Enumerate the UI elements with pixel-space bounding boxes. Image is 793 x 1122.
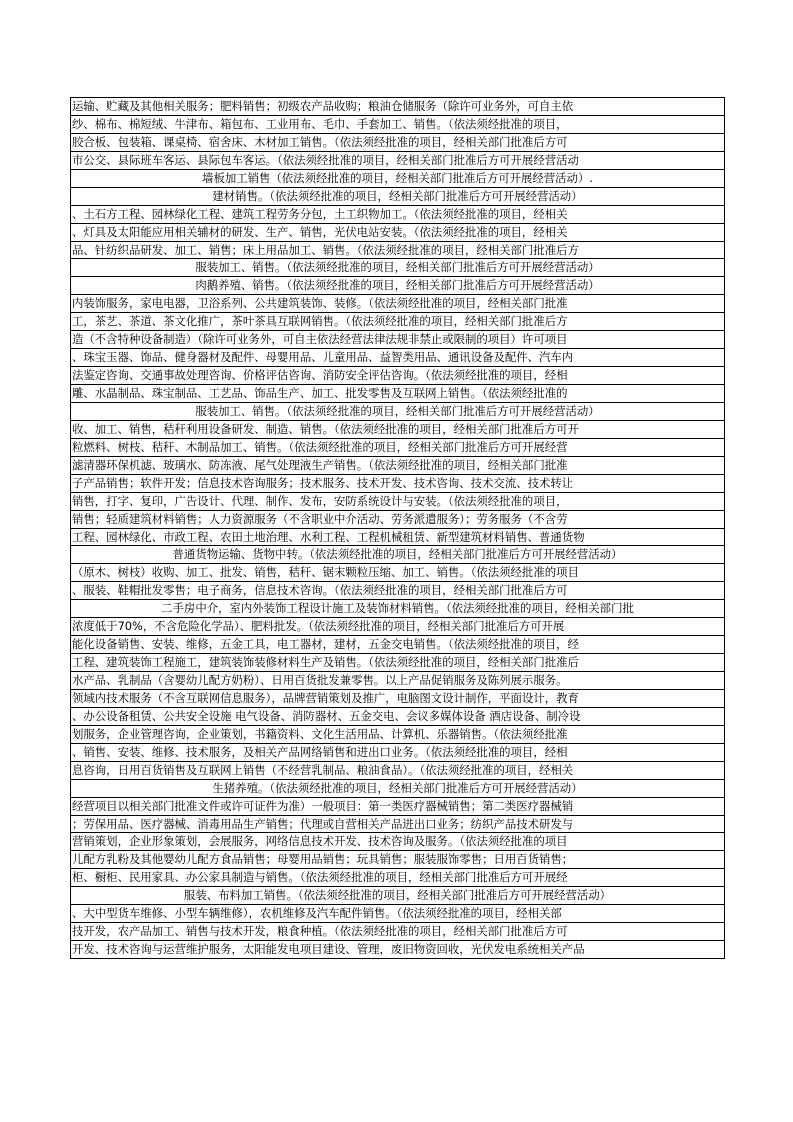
- table-row: 服装、布料加工销售。（依法须经批准的项目，经相关部门批准后方可开展经营活动）: [71, 887, 724, 905]
- table-row: 造（不含特种设备制造）（除许可业务外，可自主依法经营法律法规非禁止或限制的项目）许可项目: [71, 331, 724, 349]
- table-row: 领域内技术服务（不含互联网信息服务），品牌营销策划及推广，电脑图文设计制作，平面设计，教育: [71, 690, 724, 708]
- table-row: 内装饰服务，家电电器，卫浴系列、公共建筑装饰、装修。（依法须经批准的项目，经相关部门批准: [71, 295, 724, 313]
- table-row: 收、加工、销售，秸秆利用设备研发、制造、销售。（依法须经批准的项目，经相关部门批准后方可开: [71, 421, 724, 439]
- table-row: 水产品、乳制品（含婴幼儿配方奶粉）、日用百货批发兼零售。以上产品促销服务及陈列展示服务。: [71, 672, 724, 690]
- table-row: 、土石方工程、园林绿化工程、建筑工程劳务分包，土工织物加工。（依法须经批准的项目，经相关: [71, 206, 724, 224]
- table-row: 子产品销售；软件开发；信息技术咨询服务；技术服务、技术开发、技术咨询、技术交流、技术转让: [71, 475, 724, 493]
- table-row: 服装加工、销售。（依法须经批准的项目，经相关部门批准后方可开展经营活动）: [71, 403, 724, 421]
- table-row: （原木、树枝）收购、加工、批发、销售，秸秆、锯末颗粒压缩、加工、销售。（依法须经批准的项目: [71, 564, 724, 582]
- table-row: 儿配方乳粉及其他婴幼儿配方食品销售；母婴用品销售；玩具销售；服装服饰零售；日用百货销售；: [71, 851, 724, 869]
- table-row: 市公交、县际班车客运、县际包车客运。（依法须经批准的项目，经相关部门批准后方可开展经营活动: [71, 152, 724, 170]
- table-row: 划服务，企业管理咨询，企业策划，书籍资料、文化生活用品、计算机、乐器销售。（依法须经批准: [71, 726, 724, 744]
- table-row: 工，茶艺、茶道、茶文化推广，茶叶茶具互联网销售。（依法须经批准的项目，经相关部门批准后方: [71, 313, 724, 331]
- table-row: 纱、棉布、棉短绒、牛津布、箱包布、工业用布、毛巾、手套加工、销售。（依法须经批准的项目，: [71, 116, 724, 134]
- table-row: 品、针纺织品研发、加工、销售；床上用品加工、销售。（依法须经批准的项目，经相关部门批准后方: [71, 242, 724, 260]
- table-row: 法鉴定咨询、交通事故处理咨询、价格评估咨询、消防安全评估咨询。（依法须经批准的项目，经相: [71, 367, 724, 385]
- table-row: 能化设备销售、安装、维修，五金工具，电工器材，建材，五金交电销售。（依法须经批准的项目，经: [71, 636, 724, 654]
- table-row: 开发、技术咨询与运营维护服务，太阳能发电项目建设、管理，废旧物资回收，光伏发电系统相关产品: [71, 941, 724, 959]
- table-row: 营销策划，企业形象策划，会展服务，网络信息技术开发、技术咨询及服务。（依法须经批准的项目: [71, 833, 724, 851]
- table-row: 销售，打字、复印，广告设计、代理、制作、发布，安防系统设计与安装。（依法须经批准的项目，: [71, 493, 724, 511]
- table-row: 工程、园林绿化、市政工程、农田土地治理、水利工程、工程机械租赁、新型建筑材料销售、普通货物: [71, 529, 724, 547]
- table-row: 胶合板、包装箱、课桌椅、宿舍床、木材加工销售。（依法须经批准的项目，经相关部门批准后方可: [71, 134, 724, 152]
- table-row: 二手房中介，室内外装饰工程设计施工及装饰材料销售。（依法须经批准的项目，经相关部门批: [71, 600, 724, 618]
- table-row: 滤清器环保机滤、玻璃水、防冻液、尾气处理液生产销售。（依法须经批准的项目，经相关部门批准: [71, 457, 724, 475]
- table-row: 工程、建筑装饰工程施工，建筑装饰装修材料生产及销售。（依法须经批准的项目，经相关部门批准后: [71, 654, 724, 672]
- table-row: 经营项目以相关部门批准文件或许可证件为准）一般项目：第一类医疗器械销售；第二类医疗器械销: [71, 798, 724, 816]
- table-row: 、办公设备租赁、公共安全设施 电气设备、消防器材、五金交电、会议多媒体设备 酒店设备、制冷设: [71, 708, 724, 726]
- table-row: 、销售、安装、维修、技术服务，及相关产品网络销售和进出口业务。（依法须经批准的项目，经相: [71, 744, 724, 762]
- table-row: 生猪养殖。（依法须经批准的项目，经相关部门批准后方可开展经营活动）: [71, 780, 724, 798]
- table-row: 柜、橱柜、民用家具、办公家具制造与销售。（依法须经批准的项目，经相关部门批准后方可开展经: [71, 869, 724, 887]
- table-row: 息咨询，日用百货销售及互联网上销售（不经营乳制品、粮油食品）。（依法须经批准的项目，经相关: [71, 762, 724, 780]
- table-row: 运输、贮藏及其他相关服务；肥料销售；初级农产品收购；粮油仓储服务（除许可业务外，可自主依: [71, 98, 724, 116]
- table-row: 、灯具及太阳能应用相关辅材的研发、生产、销售，光伏电站安装。（依法须经批准的项目，经相关: [71, 224, 724, 242]
- table-row: ；劳保用品、医疗器械、消毒用品生产销售；代理或自营相关产品进出口业务；纺织产品技术研发与: [71, 816, 724, 834]
- table-row: 建材销售。（依法须经批准的项目，经相关部门批准后方可开展经营活动）: [71, 188, 724, 206]
- table-row: 、服装、鞋帽批发零售；电子商务，信息技术咨询。（依法须经批准的项目，经相关部门批准后方可: [71, 582, 724, 600]
- business-scope-table: [70, 97, 725, 959]
- table-row: 技开发，农产品加工、销售与技术开发，粮食种植。（依法须经批准的项目，经相关部门批准后方可: [71, 923, 724, 941]
- table-row: 雕、水晶制品、珠宝制品、工艺品、饰品生产、加工、批发零售及互联网上销售。（依法须经批准的: [71, 385, 724, 403]
- table-row: 服装加工、销售。（依法须经批准的项目，经相关部门批准后方可开展经营活动）: [71, 259, 724, 277]
- table-row: 墙板加工销售（依法须经批准的项目，经相关部门批准后方可开展经营活动）.: [71, 170, 724, 188]
- table-row: 、大中型货车维修、小型车辆维修），农机维修及汽车配件销售。（依法须经批准的项目，经相关部: [71, 905, 724, 923]
- table-row: 粒燃料、树枝、秸秆、木制品加工、销售。（依法须经批准的项目，经相关部门批准后方可开展经营: [71, 439, 724, 457]
- table-row: 普通货物运输、货物中转。（依法须经批准的项目，经相关部门批准后方可开展经营活动）: [71, 546, 724, 564]
- table-row: 肉鹅养殖、销售。（依法须经批准的项目，经相关部门批准后方可开展经营活动）: [71, 277, 724, 295]
- table-row: 销售；轻质建筑材料销售；人力资源服务（不含职业中介活动、劳务派遣服务）；劳务服务（不含劳: [71, 511, 724, 529]
- table-row: 、珠宝玉器、饰品、健身器材及配件、母婴用品、儿童用品、益智类用品、通讯设备及配件、汽车内: [71, 349, 724, 367]
- table-row: 浓度低于70%，不含危险化学品）、肥料批发。（依法须经批准的项目，经相关部门批准后方可开展: [71, 618, 724, 636]
